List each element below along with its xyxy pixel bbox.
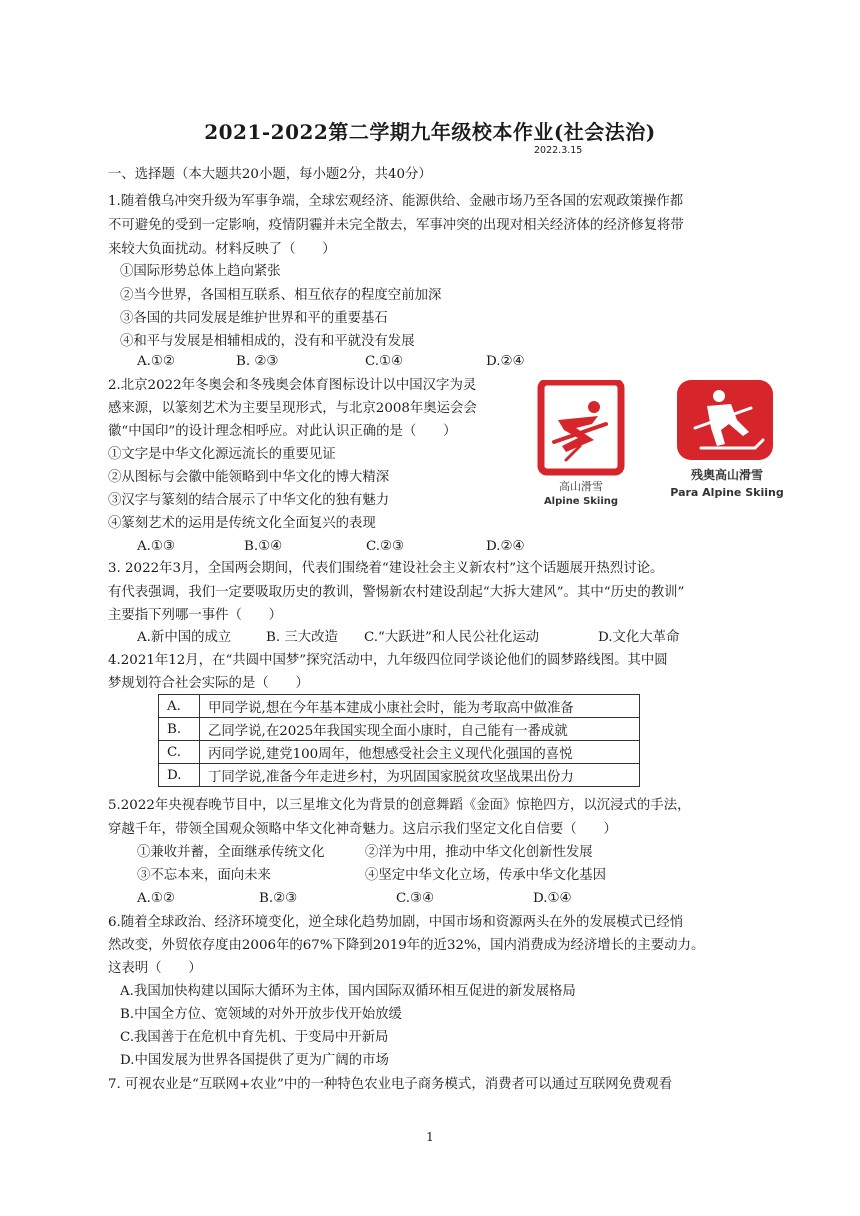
page-title: 2021-2022第二学期九年级校本作业(社会法治) — [204, 120, 656, 144]
svg-text:Para Alpine Skiing: Para Alpine Skiing — [671, 486, 783, 499]
q3-stem-line: 主要指下列哪一事件（ ） — [108, 608, 283, 623]
date-label: 2022.3.15 — [534, 145, 583, 156]
q5-option-b[interactable]: B.②③ — [259, 891, 298, 906]
q6-option-d[interactable]: D.中国发展为世界各国提供了更为广阔的市场 — [120, 1053, 389, 1068]
q1-item: ④和平与发展是相辅相成的，没有和平就没有发展 — [120, 334, 415, 349]
q2-item: ④篆刻艺术的运用是传统文化全面复兴的表现 — [108, 516, 376, 531]
q3-stem-line: 有代表强调，我们一定要吸取历史的教训，警惕新农村建设刮起“大拆大建风”。其中“历史的教训” — [108, 585, 685, 600]
table-row[interactable] — [159, 695, 640, 718]
q5-option-d[interactable]: D.①④ — [533, 891, 572, 906]
q5-option-a[interactable]: A.①② — [137, 891, 175, 906]
q3-option-b[interactable]: B. 三大改造 — [266, 630, 338, 645]
q1-item: ③各国的共同发展是维护世界和平的重要基石 — [120, 311, 388, 326]
row-text: 丙同学说,建党100周年，他想感受社会主义现代化强国的喜悦 — [200, 741, 640, 764]
row-text: 甲同学说,想在今年基本建成小康社会时，能为考取高中做准备 — [200, 695, 640, 718]
q1-item: ①国际形势总体上趋向紧张 — [120, 264, 281, 279]
q1-item: ②当今世界，各国相互联系、相互依存的程度空前加深 — [120, 288, 442, 303]
q6-option-c[interactable]: C.我国善于在危机中育先机、于变局中开新局 — [120, 1030, 389, 1045]
row-text: 乙同学说,在2025年我国实现全面小康时，自己能有一番成就 — [200, 718, 640, 741]
alpine-skiing-icon — [536, 380, 626, 510]
q5-option-c[interactable]: C.③④ — [396, 891, 435, 906]
svg-text:残奥高山滑雪: 残奥高山滑雪 — [690, 468, 764, 482]
q2-option-b[interactable]: B.①④ — [244, 539, 283, 554]
q2-option-a[interactable]: A.①③ — [137, 539, 175, 554]
section-heading: 一、选择题（本大题共20小题，每小题2分，共40分） — [108, 167, 432, 182]
q2-stem-line: 感来源，以篆刻艺术为主要呈现形式，与北京2008年奥运会会 — [108, 401, 477, 416]
q5-item: ①兼收并蓄，全面继承传统文化 — [137, 845, 325, 860]
q2-option-c[interactable]: C.②③ — [366, 539, 405, 554]
q6-stem-line: 6.随着全球政治、经济环境变化，逆全球化趋势加剧，中国市场和资源两头在外的发展模式已经悄 — [108, 915, 684, 930]
q1-stem-line: 来较大负面扰动。材料反映了（ ） — [108, 242, 336, 257]
q4-options-table — [158, 694, 640, 787]
q1-stem-line: 不可避免的受到一定影响，疫情阴霾并未完全散去，军事冲突的出现对相关经济体的经济修复将带 — [108, 218, 684, 233]
row-key: A. — [159, 695, 200, 718]
q4-stem-line: 4.2021年12月，在“共圆中国梦”探究活动中，九年级四位同学谈论他们的圆梦路线图。其中圆 — [108, 653, 668, 668]
q1-option-c[interactable]: C.①④ — [365, 354, 404, 369]
table-row[interactable] — [159, 764, 640, 787]
q3-option-a[interactable]: A.新中国的成立 — [137, 630, 232, 645]
q2-item: ②从图标与会徽中能领略到中华文化的博大精深 — [108, 470, 390, 485]
page-number: 1 — [426, 1130, 434, 1144]
row-text: 丁同学说,准备今年走进乡村，为巩固国家脱贫攻坚战果出份力 — [200, 764, 640, 787]
row-key: B. — [159, 718, 200, 741]
q7-stem-line: 7. 可视农业是“互联网+农业”中的一种特色农业电子商务模式，消费者可以通过互联网免费观看 — [108, 1077, 673, 1092]
q2-option-d[interactable]: D.②④ — [486, 539, 525, 554]
q2-stem-line: 2.北京2022年冬奥会和冬残奥会体育图标设计以中国汉字为灵 — [108, 378, 477, 393]
q3-stem-line: 3. 2022年3月，全国两会期间，代表们围绕着“建设社会主义新农村”这个话题展开热烈讨论。 — [108, 561, 664, 576]
q2-stem-line: 徽“中国印”的设计理念相呼应。对此认识正确的是（ ） — [108, 424, 457, 439]
q2-item: ③汉字与篆刻的结合展示了中华文化的独有魅力 — [108, 493, 390, 508]
q1-option-d[interactable]: D.②④ — [486, 354, 525, 369]
q6-option-a[interactable]: A.我国加快构建以国际大循环为主体，国内国际双循环相互促进的新发展格局 — [120, 984, 576, 999]
svg-text:Alpine Skiing: Alpine Skiing — [543, 496, 619, 507]
q6-option-b[interactable]: B.中国全方位、宽领域的对外开放步伐开始放缓 — [120, 1007, 402, 1022]
q5-item: ②洋为中用，推动中华文化创新性发展 — [365, 845, 593, 860]
alpine-skiing-logo — [536, 380, 626, 510]
q3-option-d[interactable]: D.文化大革命 — [598, 630, 680, 645]
q1-stem-line: 1.随着俄乌冲突升级为军事争端，全球宏观经济、能源供给、金融市场乃至各国的宏观政策操作都 — [108, 194, 684, 209]
para-alpine-skiing-logo — [671, 378, 783, 504]
q5-item: ③不忘本来，面向未来 — [137, 868, 271, 883]
q5-stem-line: 5.2022年央视春晚节目中，以三星堆文化为背景的创意舞蹈《金面》惊艳四方，以沉浸式的手法， — [108, 798, 691, 813]
q3-option-c[interactable]: C.“大跃进”和人民公社化运动 — [364, 630, 540, 645]
q1-option-b[interactable]: B. ②③ — [236, 354, 279, 369]
table-row[interactable] — [159, 741, 640, 764]
row-key: C. — [159, 741, 200, 764]
row-key: D. — [159, 764, 200, 787]
q5-item: ④坚定中华文化立场，传承中华文化基因 — [365, 868, 607, 883]
svg-text:高山滑雪: 高山滑雪 — [559, 480, 603, 493]
q4-stem-line: 梦规划符合社会实际的是（ ） — [108, 676, 309, 691]
q1-option-a[interactable]: A.①② — [137, 354, 175, 369]
table-row[interactable] — [159, 718, 640, 741]
q2-item: ①文字是中华文化源远流长的重要见证 — [108, 447, 336, 462]
q6-stem-line: 然改变，外贸依存度由2006年的67%下降到2019年的近32%，国内消费成为经济增长的主要动力。 — [108, 938, 705, 953]
q5-stem-line: 穿越千年，带领全国观众领略中华文化神奇魅力。这启示我们坚定文化自信要（ ） — [108, 822, 617, 837]
q6-stem-line: 这表明（ ） — [108, 961, 202, 976]
para-alpine-skiing-icon — [671, 378, 783, 504]
